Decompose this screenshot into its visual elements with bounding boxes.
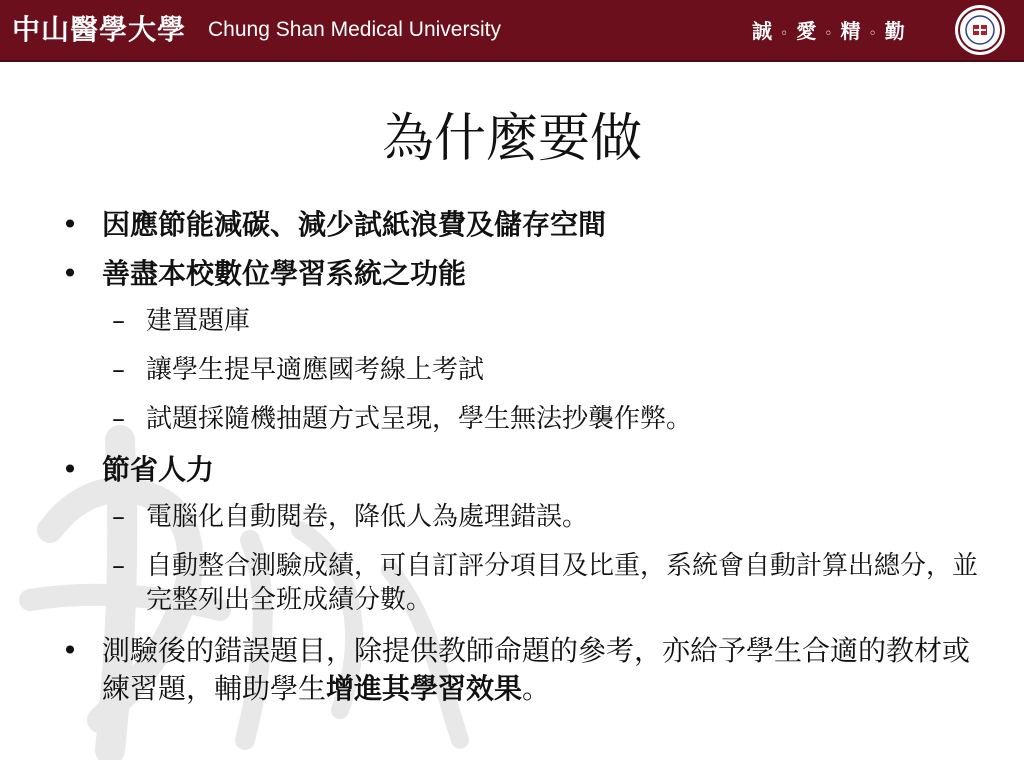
university-motto (752, 14, 905, 48)
bullet-text-plain: 測驗後的錯誤題目，除提供教師命題的參考，亦給予學生合適的教材或練習題，輔助學生 (102, 634, 971, 705)
sub-bullet-text: 讓學生提早適應國考線上考試 (146, 355, 485, 385)
bullet-text: 善盡本校數位學習系統之功能 (102, 257, 467, 290)
motto-separator: ◦ (824, 26, 833, 42)
sub-bullet-item (60, 402, 980, 436)
sub-bullet-text: 建置題庫 (146, 306, 251, 336)
university-name-chinese: 中山醫學大學 (12, 13, 187, 46)
sub-bullet-marker: – (112, 404, 125, 434)
motto-char: 愛 (796, 19, 817, 43)
motto-separator: ◦ (868, 26, 877, 42)
motto-separator: ◦ (780, 26, 789, 42)
motto-char: 誠 (752, 19, 772, 43)
motto-char: 精 (840, 19, 861, 43)
bullet-marker: • (61, 208, 79, 241)
sub-bullet-item (60, 353, 980, 387)
bullet-item (60, 451, 980, 489)
bullet-marker: • (61, 257, 79, 290)
sub-bullet-item (60, 500, 980, 534)
sub-bullet-marker: – (112, 306, 125, 336)
header-bar (0, 0, 1024, 62)
bullet-item (60, 632, 980, 708)
sub-bullet-text: 電腦化自動閱卷，降低人為處理錯誤。 (146, 502, 589, 532)
sub-bullet-item (60, 549, 980, 617)
sub-bullet-marker: – (112, 502, 125, 532)
bullet-list (60, 206, 980, 719)
sub-bullet-text: 自動整合測驗成績，可自訂評分項目及比重，系統會自動計算出總分，並完整列出全班成績分數。 (146, 551, 979, 615)
bullet-text-end: 。 (522, 672, 551, 705)
bullet-text: 因應節能減碳、減少試紙浪費及儲存空間 (102, 208, 607, 241)
sub-bullet-item (60, 304, 980, 338)
slide-title: 為什麼要做 (381, 109, 642, 169)
bullet-item (60, 206, 980, 244)
bullet-marker: • (61, 453, 79, 486)
bullet-marker: • (61, 634, 79, 667)
sub-bullet-marker: – (112, 551, 125, 581)
sub-bullet-marker: – (112, 355, 125, 385)
university-seal-icon (954, 4, 1006, 56)
university-name-english: Chung Shan Medical University (208, 18, 501, 41)
bullet-text (102, 634, 970, 705)
bullet-item (60, 255, 980, 293)
bullet-text-emphasis: 增進其學習效果 (326, 672, 523, 705)
motto-char: 勤 (884, 19, 905, 43)
sub-bullet-text: 試題採隨機抽題方式呈現，學生無法抄襲作弊。 (146, 404, 693, 434)
bullet-text: 節省人力 (102, 453, 215, 486)
